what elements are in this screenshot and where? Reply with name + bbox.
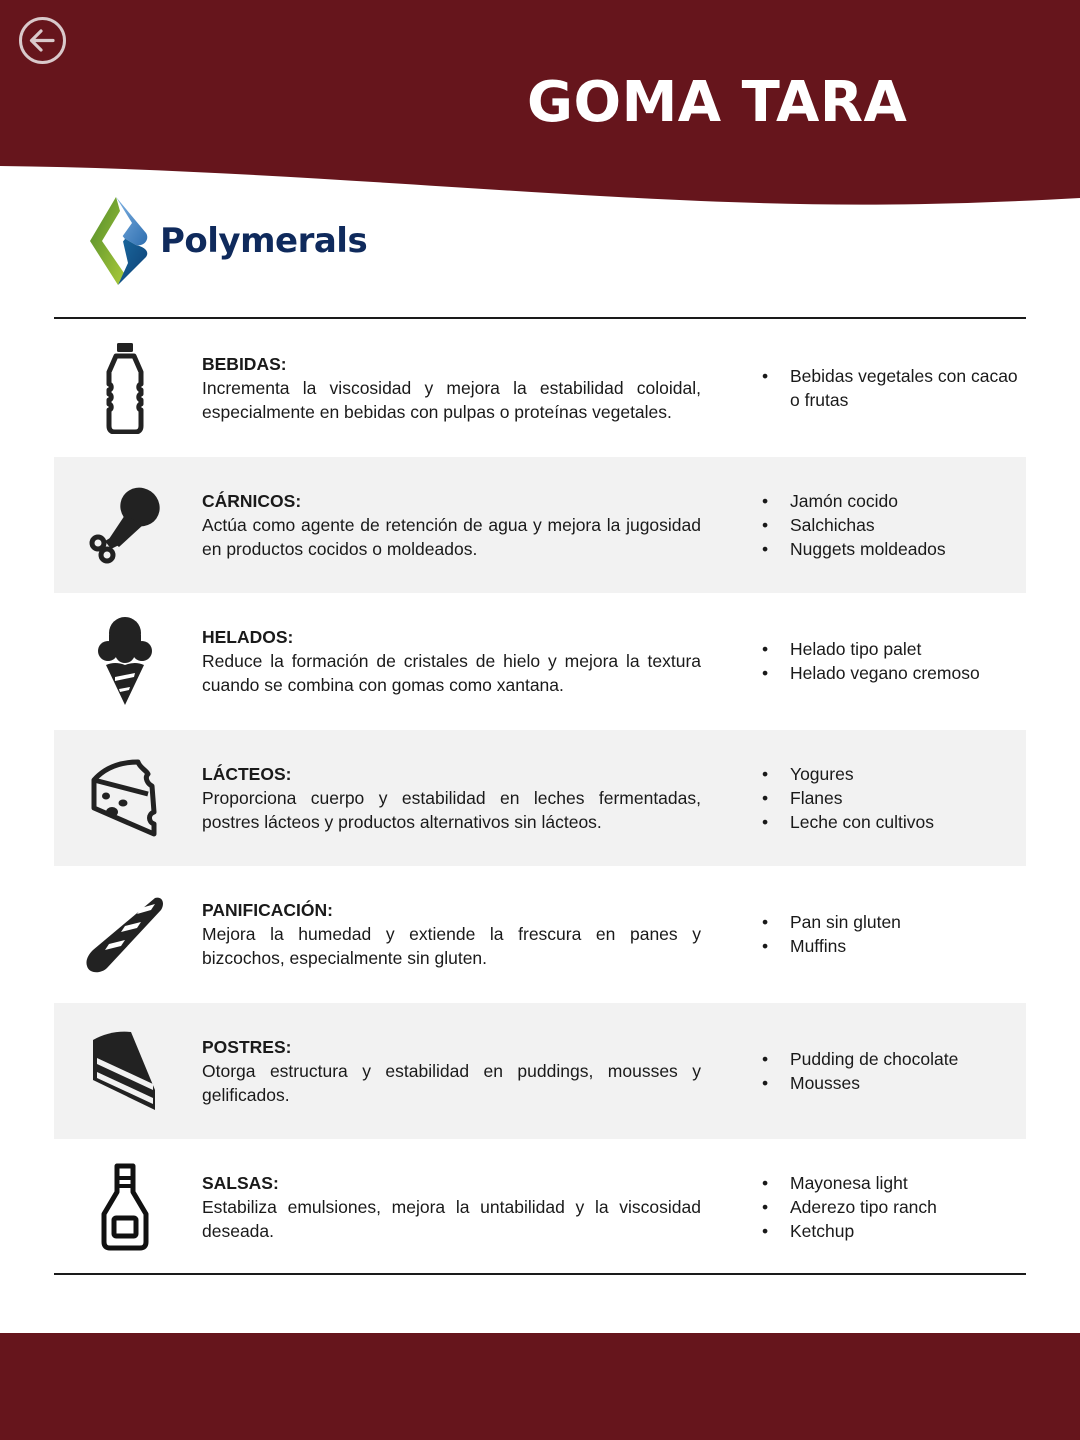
cheese-icon (82, 750, 168, 846)
row-heading: SALSAS: (202, 1173, 279, 1194)
brand-name: Polymerals (160, 221, 368, 261)
list-item: • Pan sin gluten (760, 910, 1020, 934)
bottom-divider (54, 1273, 1026, 1275)
examples-list (760, 762, 1020, 834)
list-item: • Salchichas (760, 513, 1020, 537)
row-description (202, 762, 701, 834)
list-item: • Flanes (760, 786, 1020, 810)
examples-list (760, 1047, 1020, 1095)
row-description (202, 898, 701, 970)
list-item: • Mousses (760, 1071, 1020, 1095)
row-body: Otorga estructura y estabilidad en puddings, mousses y gelificados. (202, 1060, 701, 1105)
top-divider (54, 317, 1026, 319)
sauce-bottle-icon (82, 1159, 168, 1255)
footer-band (0, 1333, 1080, 1440)
row-heading: POSTRES: (202, 1036, 292, 1057)
baguette-icon (82, 886, 168, 982)
row-body: Actúa como agente de retención de agua y mejora la jugosidad en productos cocidos o moldeados. (202, 514, 701, 559)
row-body: Proporciona cuerpo y estabilidad en leches fermentadas, postres lácteos y productos alternativos sin lácteos. (202, 787, 701, 832)
table-row-lacteos (54, 730, 1026, 867)
row-description (202, 1035, 701, 1107)
row-description (202, 352, 701, 424)
list-item: • Ketchup (760, 1219, 1020, 1243)
list-item: • Leche con cultivos (760, 810, 1020, 834)
list-item: • Muffins (760, 934, 1020, 958)
examples-list (760, 489, 1020, 561)
row-heading: BEBIDAS: (202, 354, 287, 375)
list-item: • Jamón cocido (760, 489, 1020, 513)
row-body: Incrementa la viscosidad y mejora la estabilidad coloidal, especialmente en bebidas con pulpas o proteínas vegetales. (202, 378, 701, 423)
applications-table (54, 320, 1026, 1276)
chicken-leg-icon (82, 477, 168, 573)
row-body: Mejora la humedad y extiende la frescura en panes y bizcochos, especialmente sin gluten. (202, 924, 701, 969)
table-row-helados (54, 593, 1026, 730)
examples-list (760, 364, 1020, 412)
row-body: Reduce la formación de cristales de hielo y mejora la textura cuando se combina con gomas como xantana. (202, 651, 701, 696)
list-item: • Bebidas vegetales con cacao o frutas (760, 364, 1020, 412)
table-row-salsas (54, 1139, 1026, 1276)
table-row-carnicos (54, 457, 1026, 594)
back-button[interactable] (18, 16, 67, 65)
polymerals-logo (88, 193, 367, 289)
polymerals-diamond-logo-icon (88, 193, 154, 289)
list-item: • Mayonesa light (760, 1171, 1020, 1195)
list-item: • Yogures (760, 762, 1020, 786)
row-heading: HELADOS: (202, 627, 294, 648)
row-heading: CÁRNICOS: (202, 490, 302, 511)
row-description (202, 625, 701, 697)
list-item: • Pudding de chocolate (760, 1047, 1020, 1071)
row-heading: PANIFICACIÓN: (202, 900, 333, 921)
row-description (202, 1171, 701, 1243)
list-item: • Nuggets moldeados (760, 537, 1020, 561)
arrow-left-circle-icon (18, 16, 67, 65)
header-banner (0, 0, 1080, 215)
examples-list (760, 1171, 1020, 1243)
ice-cream-cone-icon (82, 613, 168, 709)
table-row-bebidas (54, 320, 1026, 457)
examples-list (760, 637, 1020, 685)
row-body: Estabiliza emulsiones, mejora la untabilidad y la viscosidad deseada. (202, 1197, 701, 1242)
examples-list (760, 910, 1020, 958)
row-heading: LÁCTEOS: (202, 763, 292, 784)
list-item: • Aderezo tipo ranch (760, 1195, 1020, 1219)
table-row-panificacion (54, 866, 1026, 1003)
row-description (202, 489, 701, 561)
list-item: • Helado tipo palet (760, 637, 1020, 661)
list-item: • Helado vegano cremoso (760, 661, 1020, 685)
bottle-icon (82, 340, 168, 436)
page-title: GOMA TARA (527, 70, 908, 135)
table-row-postres (54, 1003, 1026, 1140)
cake-slice-icon (82, 1023, 168, 1119)
